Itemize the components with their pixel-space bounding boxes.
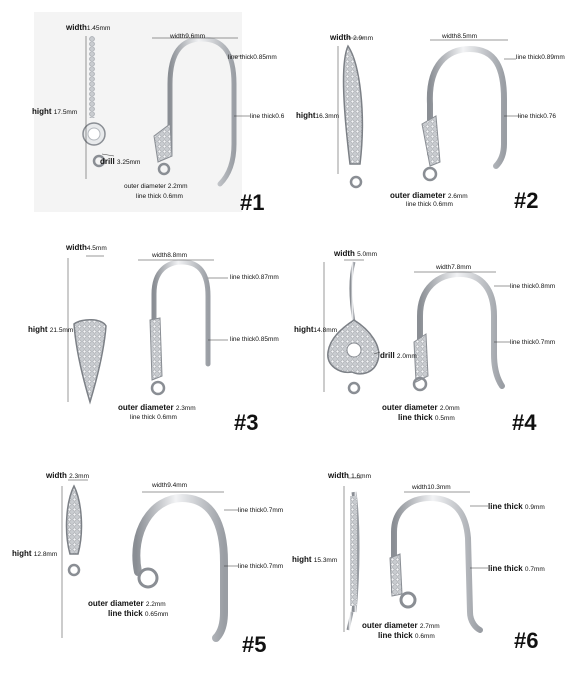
outer-diameter-label: outer diameter 2.3mm [118, 403, 196, 412]
hook-width-label: width8.8mm [152, 252, 188, 259]
earring-5-illustration [2, 462, 278, 682]
model-number: #1 [240, 190, 265, 215]
line-thick-bottom-label: line thick 0.6mm [130, 414, 177, 421]
line-thick-top-label: line thick0.85mm [228, 54, 277, 61]
line-thick-top-label: line thick 0.9mm [488, 502, 545, 511]
line-thick-bottom-label: line thick 0.6mm [378, 631, 435, 640]
outer-diameter-label: outer diameter 2.2mm [88, 599, 166, 608]
outer-diameter-label: outer diameter 2.0mm [382, 403, 460, 412]
line-thick-mid-label: line thick0.85mm [230, 336, 279, 343]
line-thick-mid-label: line thick0.7mm [238, 563, 284, 570]
earring-panel-5 [2, 462, 284, 682]
line-thick-top-label: line thick0.89mm [516, 54, 565, 61]
hight-label: hight 21.5mm [28, 325, 74, 334]
width-label: width4.5mm [66, 243, 107, 252]
line-thick-bottom-label: line thick 0.6mm [406, 201, 453, 208]
line-thick-top-label: line thick0.7mm [238, 507, 284, 514]
model-number: #5 [242, 632, 267, 657]
hight-label: hight16.3mm [296, 111, 340, 120]
width-label: width 5.0mm [334, 249, 377, 258]
model-number: #2 [514, 188, 539, 213]
model-number: #4 [512, 410, 537, 435]
earring-panel-4 [290, 234, 566, 454]
width-label: width 2.3mm [46, 471, 89, 480]
model-number: #3 [234, 410, 259, 435]
model-number: #6 [514, 628, 539, 653]
hight-label: hight 15.3mm [292, 555, 338, 564]
line-thick-mid-label: line thick0.7mm [510, 339, 556, 346]
hight-label: hight14.8mm [294, 325, 338, 334]
hook-width-label: width7.8mm [436, 264, 472, 271]
outer-diameter-label: outer diameter 2.2mm [124, 183, 188, 190]
width-label: width1.45mm [66, 23, 111, 32]
width-label: width 2.9mm [330, 33, 373, 42]
drill-label: drill 2.0mm [380, 351, 417, 360]
earring-panel-2 [290, 4, 566, 224]
hook-width-label: width8.5mm [442, 33, 478, 40]
outer-diameter-label: outer diameter 2.6mm [390, 191, 468, 200]
hook-width-label: width10.3mm [412, 484, 451, 491]
earring-panel-3 [2, 234, 278, 454]
line-thick-mid-label: line thick 0.7mm [488, 564, 545, 573]
hook-width-label: width9.6mm [170, 33, 206, 40]
earring-panel-6 [290, 462, 566, 682]
hight-label: hight 12.8mm [12, 549, 58, 558]
drill-label: drill 3.25mm [100, 157, 141, 166]
hight-label: hight 17.5mm [32, 107, 78, 116]
line-thick-mid-label: line thick0.76 [518, 113, 556, 120]
line-thick-bottom-label: line thick 0.65mm [108, 609, 169, 618]
earring-panel-1 [2, 4, 285, 224]
line-thick-mid-label: line thick0.6 [250, 113, 285, 120]
line-thick-top-label: line thick0.87mm [230, 274, 279, 281]
width-label: width 1.6mm [328, 471, 371, 480]
hook-width-label: width9.4mm [152, 482, 188, 489]
outer-diameter-label: outer diameter 2.7mm [362, 621, 440, 630]
line-thick-bottom-label: line thick 0.6mm [136, 193, 183, 200]
line-thick-top-label: line thick0.8mm [510, 283, 556, 290]
line-thick-bottom-label: line thick 0.5mm [398, 413, 455, 422]
